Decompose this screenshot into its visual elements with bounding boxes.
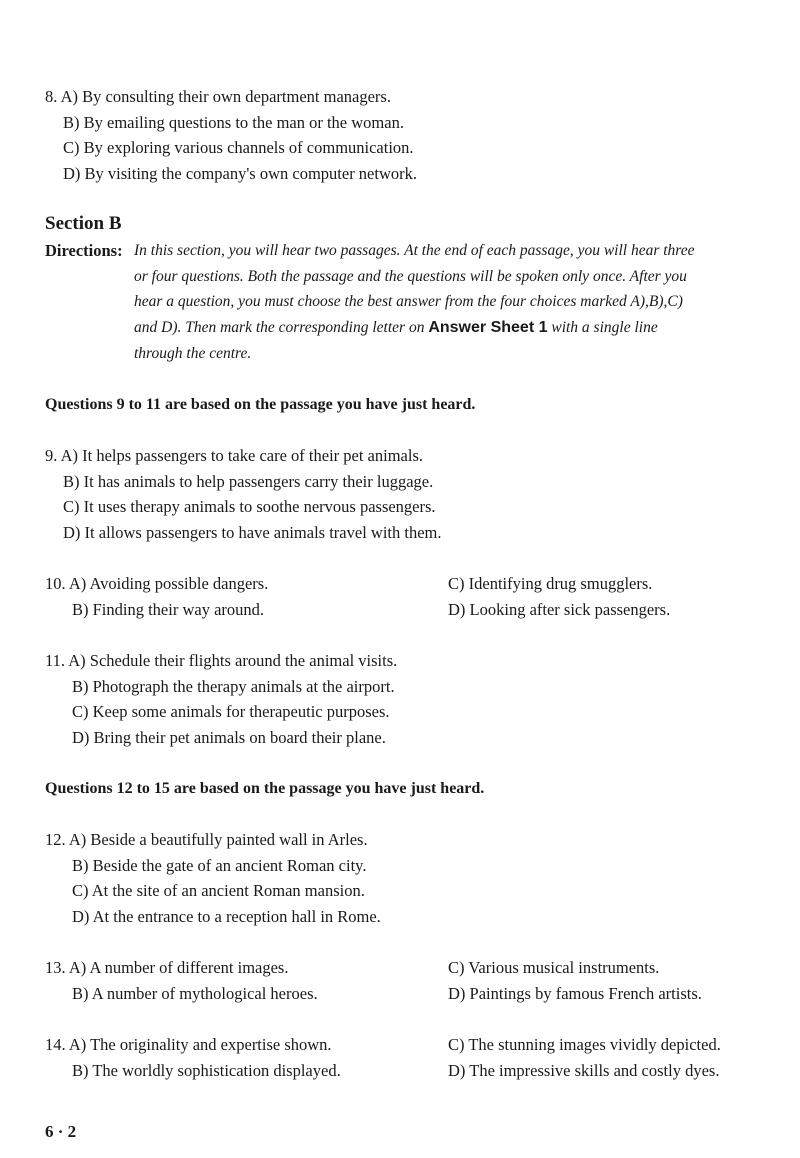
q10-option-b: B) Finding their way around. <box>72 600 265 619</box>
q11-option-b: B) Photograph the therapy animals at the airport. <box>72 677 395 696</box>
q8-option-d: D) By visiting the company's own computer network. <box>63 164 418 183</box>
q12-option-a: 12. A) Beside a beautifully painted wall in Arles. <box>45 830 368 849</box>
q9-option-d: D) It allows passengers to have animals travel with them. <box>63 523 442 542</box>
q14-option-a: 14. A) The originality and expertise shown. <box>45 1035 332 1054</box>
group1-heading: Questions 9 to 11 are based on the passage you have just heard. <box>45 396 476 413</box>
q8-option-a: 8. A) By consulting their own department managers. <box>45 87 391 106</box>
directions-line-4-pre: and D). Then mark the corresponding letter on <box>134 319 425 336</box>
directions-label: Directions <box>45 241 118 260</box>
q10-option-a: 10. A) Avoiding possible dangers. <box>45 574 269 593</box>
directions-line-4 <box>134 318 658 338</box>
q10-option-c: C) Identifying drug smugglers. <box>448 574 653 593</box>
directions-label-wrap <box>45 241 123 261</box>
q9-option-a: 9. A) It helps passengers to take care of their pet animals. <box>45 446 424 465</box>
q12-option-b: B) Beside the gate of an ancient Roman city. <box>72 856 367 875</box>
directions-line-1: In this section, you will hear two passages. At the end of each passage, you will hear three <box>134 242 695 259</box>
q14-option-c: C) The stunning images vividly depicted. <box>448 1035 721 1054</box>
answer-sheet-label: Answer Sheet 1 <box>428 319 548 336</box>
directions-line-3: hear a question, you must choose the best answer from the four choices marked A),B),C) <box>134 293 683 310</box>
q14-option-b: B) The worldly sophistication displayed. <box>72 1061 341 1080</box>
q13-option-d: D) Paintings by famous French artists. <box>448 984 702 1003</box>
q13-option-a: 13. A) A number of different images. <box>45 958 289 977</box>
directions-line-5: through the centre. <box>134 345 252 362</box>
q8-option-b: B) By emailing questions to the man or the woman. <box>63 113 404 132</box>
q11-option-a: 11. A) Schedule their flights around the animal visits. <box>45 651 398 670</box>
q12-option-d: D) At the entrance to a reception hall in Rome. <box>72 907 381 926</box>
q11-option-d: D) Bring their pet animals on board their plane. <box>72 728 386 747</box>
directions-line-4-post: with a single line <box>551 319 658 336</box>
section-title: Section B <box>45 213 122 234</box>
q9-option-b: B) It has animals to help passengers carry their luggage. <box>63 472 434 491</box>
q10-option-d: D) Looking after sick passengers. <box>448 600 671 619</box>
group2-heading: Questions 12 to 15 are based on the passage you have just heard. <box>45 780 485 797</box>
q9-option-c: C) It uses therapy animals to soothe nervous passengers. <box>63 497 436 516</box>
directions-colon: : <box>117 241 123 260</box>
q13-option-b: B) A number of mythological heroes. <box>72 984 318 1003</box>
page-number: 6 · 2 <box>45 1122 77 1141</box>
directions-line-2: or four questions. Both the passage and the questions will be spoken only once. After you <box>134 268 687 285</box>
q12-option-c: C) At the site of an ancient Roman mansion. <box>72 881 365 900</box>
q14-option-d: D) The impressive skills and costly dyes. <box>448 1061 720 1080</box>
q11-option-c: C) Keep some animals for therapeutic purposes. <box>72 702 390 721</box>
q13-option-c: C) Various musical instruments. <box>448 958 660 977</box>
q8-option-c: C) By exploring various channels of communication. <box>63 138 414 157</box>
